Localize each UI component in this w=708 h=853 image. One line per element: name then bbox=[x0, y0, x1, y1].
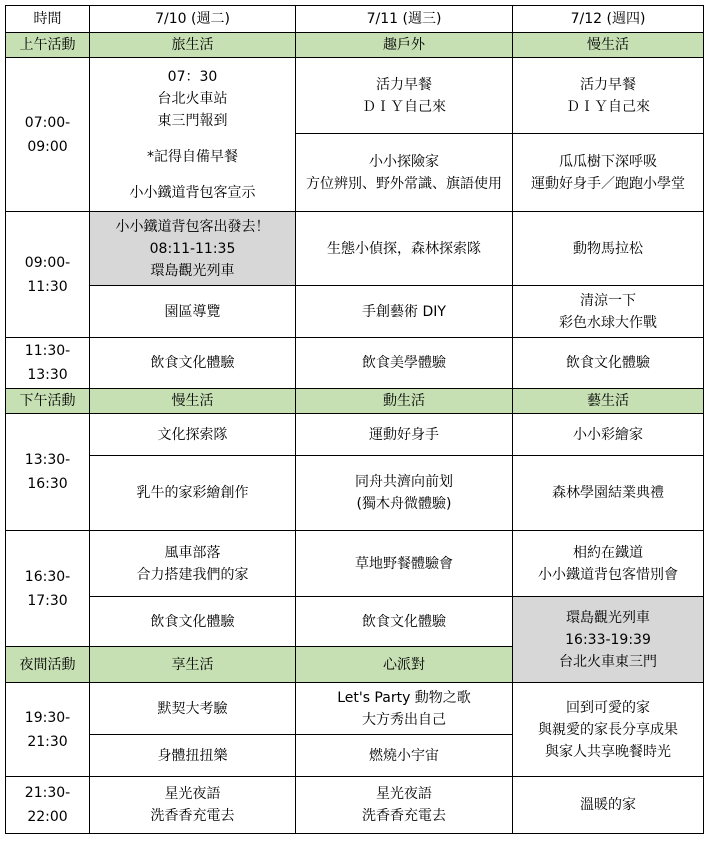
activity-cell bbox=[513, 683, 704, 777]
activity-cell: 燃燒小宇宙 bbox=[296, 735, 513, 777]
activity-cell: 運動好身手 bbox=[296, 414, 513, 456]
cell-line: 活力早餐 bbox=[580, 76, 636, 93]
time-end: 13:30 bbox=[27, 367, 68, 383]
time-cell bbox=[6, 414, 90, 531]
activity-cell: 默契大考驗 bbox=[90, 683, 296, 735]
cell-line: 洗香香充電去 bbox=[362, 808, 446, 824]
cell-line: 環島觀光列車 bbox=[150, 262, 235, 279]
schedule-table bbox=[5, 5, 704, 834]
activity-cell: 文化探索隊 bbox=[90, 414, 296, 456]
cell-line: 小小鐵道背包客出發去！ bbox=[115, 218, 270, 235]
activity-cell bbox=[90, 777, 296, 834]
time-end: 11:30 bbox=[27, 278, 68, 295]
cell-line: 大方秀出自己 bbox=[362, 711, 446, 728]
activity-cell: 飲食文化體驗 bbox=[513, 338, 704, 389]
cell-line: 07：30 bbox=[167, 68, 218, 85]
cell-line: 洗香香充電去 bbox=[150, 808, 235, 824]
day2-header: 7/11 (週三) bbox=[296, 6, 513, 33]
time-start: 19:30- bbox=[24, 709, 71, 726]
activity-cell bbox=[296, 683, 513, 735]
morning-theme-day3: 慢生活 bbox=[513, 33, 704, 58]
morning-theme-day2: 趣戶外 bbox=[296, 33, 513, 58]
cell-line: 風車部落 bbox=[164, 544, 221, 561]
morning-theme-day1: 旅生活 bbox=[90, 33, 296, 58]
cell-line: 東三門報到 bbox=[157, 112, 228, 129]
cell-line: 與親愛的家長分享成果 bbox=[538, 721, 678, 738]
cell-line: 星光夜語 bbox=[376, 786, 432, 802]
time-start: 09:00- bbox=[24, 254, 71, 271]
cell-line: 合力搭建我們的家 bbox=[136, 566, 249, 583]
cell-line: 與家人共享晚餐時光 bbox=[545, 743, 671, 760]
cell-line: 環島觀光列車 bbox=[566, 609, 650, 626]
activity-cell-highlight bbox=[90, 212, 296, 286]
activity-cell bbox=[296, 777, 513, 834]
afternoon-theme-day3: 藝生活 bbox=[513, 389, 704, 414]
cell-line: 瓜瓜樹下深呼吸 bbox=[559, 153, 657, 170]
activity-cell: 乳牛的家彩繪創作 bbox=[90, 456, 296, 531]
activity-cell bbox=[513, 134, 704, 212]
time-end: 16:30 bbox=[27, 476, 68, 492]
activity-cell bbox=[513, 286, 704, 338]
activity-cell: 飲食文化體驗 bbox=[90, 338, 296, 389]
activity-cell: 手創藝術 DIY bbox=[296, 286, 513, 338]
afternoon-section-row bbox=[6, 389, 704, 414]
activity-cell bbox=[296, 134, 513, 212]
time-end: 21:30 bbox=[27, 733, 68, 750]
activity-cell: 動物馬拉松 bbox=[513, 212, 704, 286]
time-end: 09:00 bbox=[27, 138, 68, 155]
morning-section-row bbox=[6, 33, 704, 58]
cell-line: ＤＩＹ自己來 bbox=[566, 98, 650, 115]
spacer bbox=[92, 168, 293, 182]
activity-cell: 飲食文化體驗 bbox=[90, 597, 296, 647]
morning-label: 上午活動 bbox=[6, 33, 90, 58]
time-start: 16:30- bbox=[24, 568, 71, 585]
cell-line: 運動好身手／跑跑小學堂 bbox=[531, 175, 685, 192]
activity-cell bbox=[296, 456, 513, 531]
time-start: 13:30- bbox=[24, 452, 71, 468]
cell-line: (獨木舟微體驗) bbox=[356, 496, 452, 512]
afternoon-theme-day2: 動生活 bbox=[296, 389, 513, 414]
day1-header: 7/10 (週二) bbox=[90, 6, 296, 33]
activity-cell: 溫暖的家 bbox=[513, 777, 704, 834]
cell-line: 台北火車東三門 bbox=[559, 653, 657, 670]
day3-header: 7/12 (週四) bbox=[513, 6, 704, 33]
activity-cell bbox=[90, 531, 296, 597]
time-cell bbox=[6, 338, 90, 389]
time-cell bbox=[6, 531, 90, 647]
time-start: 07:00- bbox=[24, 114, 71, 131]
cell-line: 08:11-11:35 bbox=[149, 240, 236, 257]
cell-line: *記得自備早餐 bbox=[147, 148, 238, 165]
activity-cell: 飲食美學體驗 bbox=[296, 338, 513, 389]
activity-cell: 森林學園結業典禮 bbox=[513, 456, 704, 531]
header-row bbox=[6, 6, 704, 33]
time-header: 時間 bbox=[6, 6, 90, 33]
cell-line: 彩色水球大作戰 bbox=[559, 314, 657, 331]
activity-cell bbox=[513, 58, 704, 134]
activity-cell bbox=[513, 531, 704, 597]
cell-line: 小小鐵道背包客宣示 bbox=[129, 184, 256, 201]
activity-cell: 小小彩繪家 bbox=[513, 414, 704, 456]
time-end: 22:00 bbox=[27, 809, 68, 825]
cell-line: 相約在鐵道 bbox=[573, 544, 643, 561]
activity-cell bbox=[90, 58, 296, 212]
activity-cell: 身體扭扭樂 bbox=[90, 735, 296, 777]
cell-line: 小小鐵道背包客惜別會 bbox=[538, 566, 678, 583]
spacer bbox=[92, 132, 293, 146]
time-end: 17:30 bbox=[27, 592, 68, 609]
activity-cell: 園區導覽 bbox=[90, 286, 296, 338]
cell-line: 清涼一下 bbox=[580, 292, 636, 309]
cell-line: ＤＩＹ自己來 bbox=[362, 98, 446, 115]
activity-cell: 飲食文化體驗 bbox=[296, 597, 513, 647]
time-cell bbox=[6, 212, 90, 338]
cell-line: 回到可愛的家 bbox=[566, 699, 650, 716]
cell-line: 方位辨別、野外常識、旗語使用 bbox=[306, 175, 502, 192]
evening-theme-day1: 享生活 bbox=[90, 647, 296, 683]
activity-cell: 草地野餐體驗會 bbox=[296, 531, 513, 597]
afternoon-label: 下午活動 bbox=[6, 389, 90, 414]
time-cell bbox=[6, 683, 90, 777]
afternoon-theme-day1: 慢生活 bbox=[90, 389, 296, 414]
cell-line: 活力早餐 bbox=[376, 76, 432, 93]
time-start: 21:30- bbox=[24, 785, 71, 801]
activity-cell bbox=[296, 58, 513, 134]
cell-line: 小小探險家 bbox=[369, 153, 439, 170]
evening-theme-day2: 心派對 bbox=[296, 647, 513, 683]
time-cell bbox=[6, 777, 90, 834]
evening-label: 夜間活動 bbox=[6, 647, 90, 683]
time-cell bbox=[6, 58, 90, 212]
cell-line: Let's Party 動物之歌 bbox=[337, 689, 471, 706]
cell-line: 台北火車站 bbox=[157, 90, 228, 107]
activity-cell: 生態小偵探，森林探索隊 bbox=[296, 212, 513, 286]
activity-cell-highlight bbox=[513, 597, 704, 683]
cell-line: 星光夜語 bbox=[164, 786, 221, 802]
cell-line: 同舟共濟向前划 bbox=[355, 474, 453, 490]
time-start: 11:30- bbox=[24, 343, 71, 359]
cell-line: 16:33-19:39 bbox=[565, 631, 651, 648]
